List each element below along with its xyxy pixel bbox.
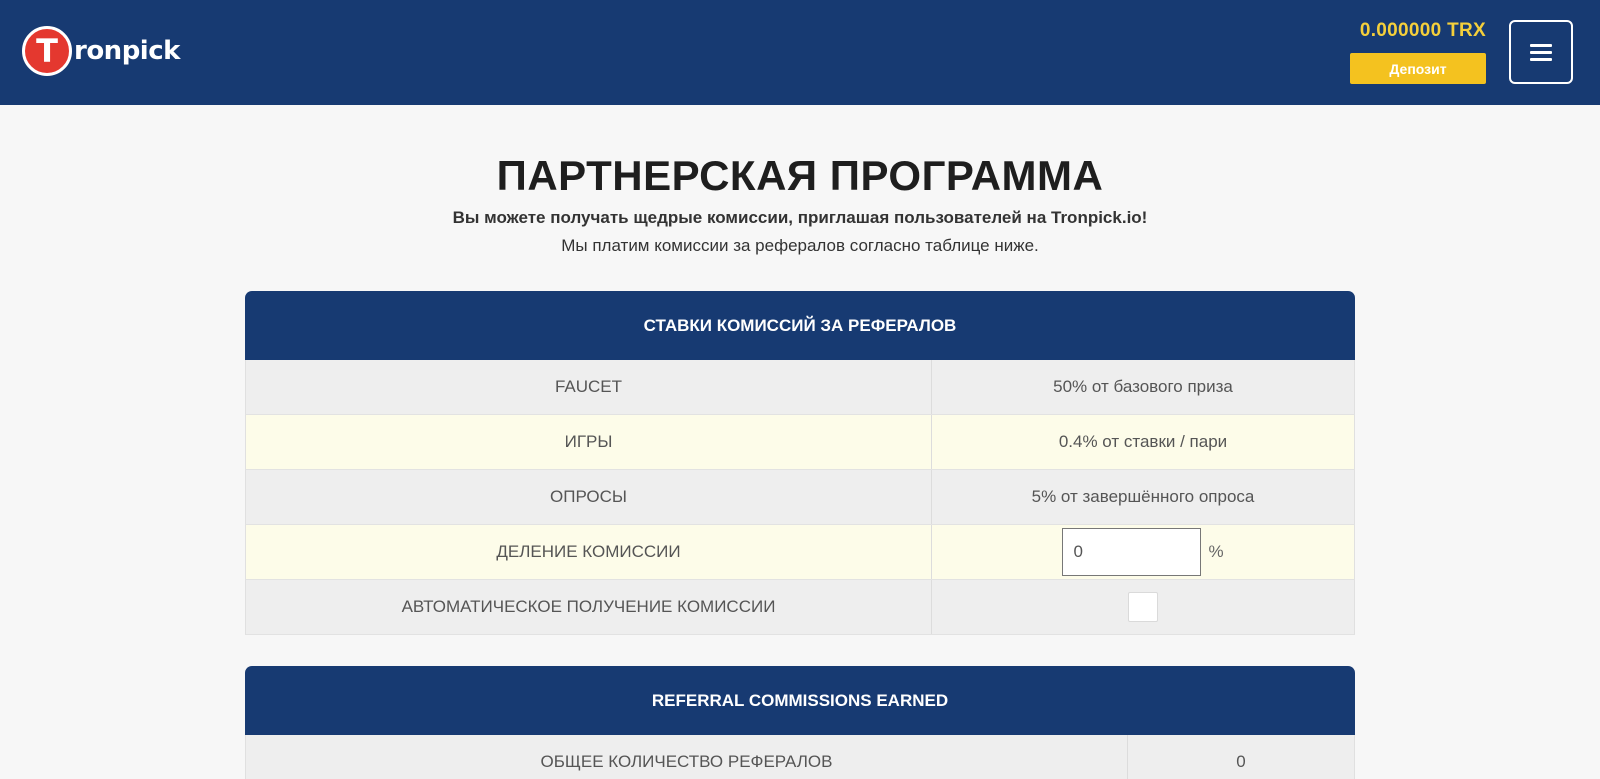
logo-badge-icon (22, 26, 72, 76)
commission-rates-heading: СТАВКИ КОМИССИЙ ЗА РЕФЕРАЛОВ (245, 291, 1355, 360)
row-label: ОБЩЕЕ КОЛИЧЕСТВО РЕФЕРАЛОВ (246, 735, 1128, 779)
commission-rates-table (245, 291, 1355, 635)
logo-badge-letter: T (36, 32, 58, 70)
referral-commissions-earned-table (245, 666, 1355, 779)
commission-share-input[interactable] (1062, 528, 1201, 576)
auto-claim-cell (932, 580, 1354, 634)
page-subtitle: Мы платим комиссии за рефералов согласно таблице ниже. (561, 236, 1039, 255)
page-subtitle-bold: Вы можете получать щедрые комиссии, приглашая пользователей на Tronpick.io! (452, 208, 1148, 227)
hamburger-menu-icon-line (1530, 58, 1552, 61)
balance-display: 0.000000 TRX (1359, 20, 1486, 41)
commissions-earned-heading: REFERRAL COMMISSIONS EARNED (245, 666, 1355, 735)
row-value: 50% от базового приза (1053, 377, 1233, 396)
row-value: 0 (1236, 752, 1246, 771)
row-label: ИГРЫ (246, 415, 932, 469)
row-label: ДЕЛЕНИЕ КОМИССИИ (246, 525, 932, 579)
tronpick-logo[interactable] (22, 26, 180, 76)
hamburger-menu-button[interactable] (1509, 20, 1573, 84)
table-row-commission-share (245, 525, 1355, 580)
auto-claim-checkbox[interactable] (1128, 592, 1158, 622)
hamburger-menu-icon-line (1530, 51, 1552, 54)
table-row-games (245, 415, 1355, 470)
logo-text: ronpick (74, 36, 180, 66)
top-navigation-bar (0, 0, 1600, 105)
table-row-total-referrals (245, 735, 1355, 779)
hamburger-menu-icon (1530, 44, 1552, 47)
page-title: ПАРТНЕРСКАЯ ПРОГРАММА (496, 152, 1104, 199)
percent-sign: % (1208, 542, 1224, 561)
row-label: FAUCET (246, 360, 932, 414)
commission-share-field-wrap (1062, 528, 1223, 576)
deposit-button[interactable]: Депозит (1350, 53, 1486, 84)
table-row-surveys (245, 470, 1355, 525)
row-value: 5% от завершённого опроса (1031, 487, 1255, 506)
row-label: АВТОМАТИЧЕСКОЕ ПОЛУЧЕНИЕ КОМИССИИ (246, 580, 932, 634)
commission-share-cell (932, 525, 1354, 579)
row-value: 0.4% от ставки / пари (1058, 432, 1228, 451)
row-label: ОПРОСЫ (246, 470, 932, 524)
table-row-faucet (245, 360, 1355, 415)
table-row-auto-claim (245, 580, 1355, 635)
